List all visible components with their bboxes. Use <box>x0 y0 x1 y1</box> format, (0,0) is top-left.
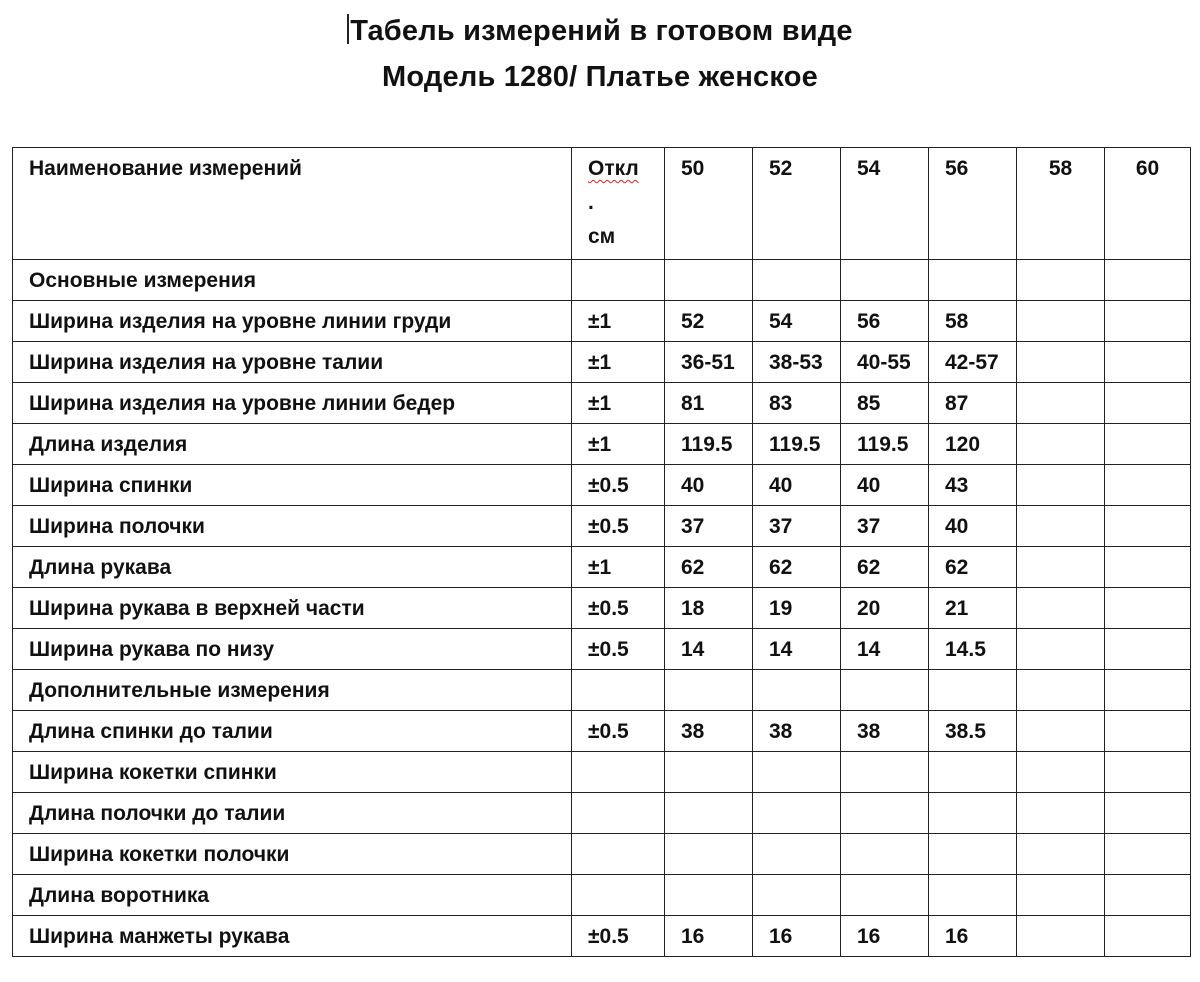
table-row <box>13 301 1191 342</box>
measurement-name: Ширина спинки <box>13 465 572 506</box>
table-row <box>13 588 1191 629</box>
size-value-cell: 38 <box>665 711 753 752</box>
size-value-cell: 38 <box>841 711 929 752</box>
size-value-cell <box>929 260 1017 301</box>
table-row <box>13 793 1191 834</box>
measurement-name: Длина полочки до талии <box>13 793 572 834</box>
tolerance-cell: ±0.5 <box>572 916 665 957</box>
size-value-cell: 83 <box>753 383 841 424</box>
measurement-name: Длина воротника <box>13 875 572 916</box>
size-value-cell: 14.5 <box>929 629 1017 670</box>
table-header-row <box>13 148 1191 260</box>
size-value-cell: 62 <box>665 547 753 588</box>
size-value-cell <box>753 670 841 711</box>
measurement-table <box>12 147 1191 957</box>
measurement-name: Основные измерения <box>13 260 572 301</box>
size-value-cell: 38 <box>753 711 841 752</box>
size-value-cell: 16 <box>753 916 841 957</box>
table-row <box>13 629 1191 670</box>
size-value-cell <box>841 670 929 711</box>
header-name: Наименование измерений <box>13 148 572 260</box>
table-body <box>13 260 1191 957</box>
size-value-cell <box>1017 875 1105 916</box>
size-value-cell: 81 <box>665 383 753 424</box>
size-value-cell <box>1017 424 1105 465</box>
size-value-cell <box>1017 465 1105 506</box>
measurement-name: Ширина кокетки полочки <box>13 834 572 875</box>
size-value-cell <box>841 834 929 875</box>
size-value-cell: 36-51 <box>665 342 753 383</box>
text-cursor <box>347 14 349 44</box>
measurement-name: Ширина рукава по низу <box>13 629 572 670</box>
table-row <box>13 711 1191 752</box>
size-value-cell <box>1105 629 1191 670</box>
measurement-name: Ширина полочки <box>13 506 572 547</box>
size-value-cell: 87 <box>929 383 1017 424</box>
size-value-cell <box>1105 260 1191 301</box>
size-value-cell <box>1105 465 1191 506</box>
size-value-cell <box>665 834 753 875</box>
size-value-cell <box>1017 629 1105 670</box>
header-size-50: 50 <box>665 148 753 260</box>
tolerance-cell: ±1 <box>572 547 665 588</box>
size-value-cell: 56 <box>841 301 929 342</box>
size-value-cell: 21 <box>929 588 1017 629</box>
size-value-cell <box>665 260 753 301</box>
size-value-cell: 18 <box>665 588 753 629</box>
size-value-cell <box>929 834 1017 875</box>
size-value-cell <box>1017 547 1105 588</box>
table-row <box>13 424 1191 465</box>
measurement-name: Дополнительные измерения <box>13 670 572 711</box>
size-value-cell <box>929 793 1017 834</box>
size-value-cell: 37 <box>665 506 753 547</box>
size-value-cell: 16 <box>841 916 929 957</box>
tolerance-cell <box>572 875 665 916</box>
size-value-cell <box>1017 506 1105 547</box>
size-value-cell: 40 <box>929 506 1017 547</box>
measurement-name: Ширина изделия на уровне талии <box>13 342 572 383</box>
size-value-cell <box>1105 793 1191 834</box>
size-value-cell <box>1017 588 1105 629</box>
size-value-cell <box>1017 834 1105 875</box>
size-value-cell <box>1105 834 1191 875</box>
tolerance-cell: ±0.5 <box>572 588 665 629</box>
size-value-cell <box>1017 711 1105 752</box>
measurement-name: Ширина кокетки спинки <box>13 752 572 793</box>
size-value-cell: 54 <box>753 301 841 342</box>
tolerance-cell: ±1 <box>572 301 665 342</box>
size-value-cell: 38.5 <box>929 711 1017 752</box>
size-value-cell <box>1017 342 1105 383</box>
size-value-cell <box>841 793 929 834</box>
size-value-cell <box>1105 342 1191 383</box>
measurement-name: Ширина изделия на уровне линии бедер <box>13 383 572 424</box>
header-size-58: 58 <box>1017 148 1105 260</box>
tolerance-cell: ±1 <box>572 383 665 424</box>
table-row <box>13 916 1191 957</box>
size-value-cell: 52 <box>665 301 753 342</box>
size-value-cell <box>841 752 929 793</box>
size-value-cell <box>1017 752 1105 793</box>
size-value-cell <box>1017 301 1105 342</box>
size-value-cell: 20 <box>841 588 929 629</box>
tolerance-cell: ±0.5 <box>572 711 665 752</box>
header-size-52: 52 <box>753 148 841 260</box>
table-row <box>13 342 1191 383</box>
size-value-cell <box>1105 301 1191 342</box>
table-row <box>13 506 1191 547</box>
tolerance-cell <box>572 260 665 301</box>
size-value-cell <box>929 875 1017 916</box>
size-value-cell <box>1105 383 1191 424</box>
size-value-cell: 85 <box>841 383 929 424</box>
measurement-name: Длина рукава <box>13 547 572 588</box>
size-value-cell <box>929 670 1017 711</box>
measurement-name: Длина спинки до талии <box>13 711 572 752</box>
size-value-cell <box>753 260 841 301</box>
table-row <box>13 875 1191 916</box>
size-value-cell <box>1105 670 1191 711</box>
size-value-cell: 62 <box>753 547 841 588</box>
tolerance-cell: ±1 <box>572 342 665 383</box>
size-value-cell <box>1105 752 1191 793</box>
size-value-cell <box>841 260 929 301</box>
size-value-cell: 37 <box>753 506 841 547</box>
measurement-name: Длина изделия <box>13 424 572 465</box>
size-value-cell <box>1105 424 1191 465</box>
size-value-cell <box>1017 916 1105 957</box>
size-value-cell <box>753 834 841 875</box>
size-value-cell <box>1105 506 1191 547</box>
table-row <box>13 752 1191 793</box>
size-value-cell <box>1105 916 1191 957</box>
document-title <box>0 8 1200 100</box>
size-value-cell: 40 <box>753 465 841 506</box>
size-value-cell <box>665 752 753 793</box>
measurement-name: Ширина манжеты рукава <box>13 916 572 957</box>
size-value-cell <box>665 670 753 711</box>
header-size-54: 54 <box>841 148 929 260</box>
size-value-cell <box>753 875 841 916</box>
measurement-name: Ширина изделия на уровне линии груди <box>13 301 572 342</box>
size-value-cell: 43 <box>929 465 1017 506</box>
size-value-cell: 37 <box>841 506 929 547</box>
tolerance-cell: ±0.5 <box>572 629 665 670</box>
size-value-cell: 119.5 <box>753 424 841 465</box>
size-value-cell <box>1017 670 1105 711</box>
size-value-cell: 62 <box>929 547 1017 588</box>
measurement-name: Ширина рукава в верхней части <box>13 588 572 629</box>
size-value-cell <box>665 793 753 834</box>
size-value-cell <box>1017 260 1105 301</box>
title-line-2: Модель 1280/ Платье женское <box>382 61 818 93</box>
size-value-cell: 14 <box>841 629 929 670</box>
size-value-cell <box>1105 875 1191 916</box>
size-value-cell: 40-55 <box>841 342 929 383</box>
size-value-cell <box>841 875 929 916</box>
size-value-cell: 119.5 <box>841 424 929 465</box>
header-size-60: 60 <box>1105 148 1191 260</box>
size-value-cell <box>1105 547 1191 588</box>
size-value-cell: 16 <box>929 916 1017 957</box>
size-value-cell <box>753 793 841 834</box>
table-row <box>13 465 1191 506</box>
size-value-cell <box>665 875 753 916</box>
tolerance-cell: ±0.5 <box>572 506 665 547</box>
tolerance-cell <box>572 793 665 834</box>
table-row <box>13 670 1191 711</box>
size-value-cell <box>1105 711 1191 752</box>
tolerance-cell <box>572 752 665 793</box>
size-value-cell: 42-57 <box>929 342 1017 383</box>
size-value-cell: 14 <box>665 629 753 670</box>
tolerance-cell <box>572 834 665 875</box>
size-value-cell <box>753 752 841 793</box>
table-row <box>13 547 1191 588</box>
size-value-cell: 19 <box>753 588 841 629</box>
size-value-cell: 58 <box>929 301 1017 342</box>
size-value-cell <box>1017 793 1105 834</box>
table-row <box>13 834 1191 875</box>
tolerance-cell: ±0.5 <box>572 465 665 506</box>
table-row <box>13 260 1191 301</box>
size-value-cell: 119.5 <box>665 424 753 465</box>
header-size-56: 56 <box>929 148 1017 260</box>
size-value-cell <box>929 752 1017 793</box>
size-value-cell: 40 <box>841 465 929 506</box>
size-value-cell: 14 <box>753 629 841 670</box>
title-line-1: Табель измерений в готовом виде <box>0 8 1200 54</box>
table-row <box>13 383 1191 424</box>
size-value-cell <box>1017 383 1105 424</box>
tolerance-cell: ±1 <box>572 424 665 465</box>
header-deviation: Откл . см <box>572 148 665 260</box>
size-value-cell: 120 <box>929 424 1017 465</box>
size-value-cell: 62 <box>841 547 929 588</box>
size-value-cell <box>1105 588 1191 629</box>
size-value-cell: 38-53 <box>753 342 841 383</box>
size-value-cell: 16 <box>665 916 753 957</box>
size-value-cell: 40 <box>665 465 753 506</box>
tolerance-cell <box>572 670 665 711</box>
